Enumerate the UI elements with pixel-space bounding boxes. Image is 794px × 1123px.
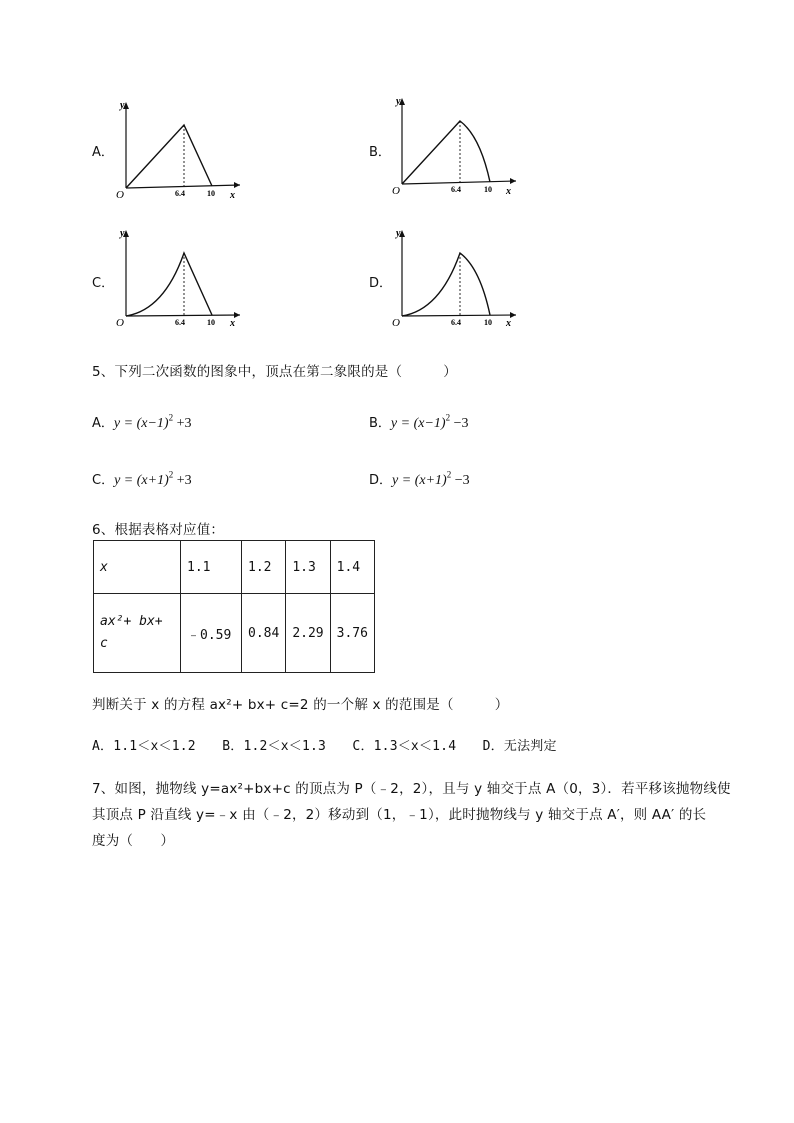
x-axis-label: x bbox=[230, 318, 235, 329]
q5-option-a-tail: +3 bbox=[173, 416, 192, 431]
q5-option-a-exp: 2 bbox=[168, 412, 174, 423]
x-arrow-icon bbox=[234, 182, 240, 188]
table-header-x: x bbox=[94, 541, 181, 594]
question-6-stem: 6、根据表格对应值： bbox=[92, 522, 225, 538]
q5-option-b-exp: 2 bbox=[445, 412, 451, 423]
tick-label-6-4: 6.4 bbox=[451, 318, 461, 327]
x-axis bbox=[126, 315, 240, 316]
q5-option-c-lhs: y = bbox=[114, 473, 137, 488]
x-axis bbox=[402, 315, 516, 316]
question-5-stem: 5、下列二次函数的图象中，顶点在第二象限的是（ ） bbox=[92, 364, 457, 380]
q5-option-a-label: A． bbox=[92, 416, 114, 431]
y-axis-label: y bbox=[396, 228, 401, 239]
q5-option-d bbox=[369, 469, 470, 489]
graph-curve bbox=[126, 253, 212, 316]
table-header-expression bbox=[94, 594, 181, 673]
q5-option-b-tail: −3 bbox=[450, 416, 469, 431]
graph-c bbox=[112, 226, 247, 330]
q5-option-a-lhs: y = bbox=[113, 416, 137, 431]
y-axis-label: y bbox=[120, 228, 125, 239]
graph-b bbox=[388, 94, 523, 198]
option-c-label: C． bbox=[92, 276, 115, 291]
tick-label-6-4: 6.4 bbox=[451, 185, 461, 194]
table-cell: 2.29 bbox=[286, 594, 330, 673]
q5-option-d-inner: (x+1) bbox=[414, 473, 447, 488]
values-table bbox=[93, 540, 375, 673]
table-cell: 1.1 bbox=[181, 541, 242, 594]
x-axis-label: x bbox=[230, 190, 235, 201]
q5-option-c-label: C． bbox=[92, 473, 115, 488]
origin-label: O bbox=[392, 185, 400, 197]
tick-label-10: 10 bbox=[207, 189, 215, 198]
expression-line-1: ax²+ bx+ bbox=[100, 614, 163, 629]
option-a-label: A． bbox=[92, 145, 114, 160]
tick-label-10: 10 bbox=[207, 318, 215, 327]
q5-option-c bbox=[92, 469, 192, 489]
q5-option-a bbox=[92, 412, 191, 432]
graph-curve bbox=[402, 121, 490, 184]
table-cell: 1.2 bbox=[242, 541, 286, 594]
y-axis-label: y bbox=[396, 96, 401, 107]
question-6-question: 判断关于 x 的方程 ax²+ bx+ c=2 的一个解 x 的范围是（ ） bbox=[92, 697, 509, 713]
table-cell: 1.3 bbox=[286, 541, 330, 594]
q5-option-d-lhs: y = bbox=[392, 473, 415, 488]
option-b-label: B． bbox=[369, 145, 391, 160]
q5-option-c-inner: (x+1) bbox=[136, 473, 169, 488]
table-cell: 3.76 bbox=[330, 594, 374, 673]
table-row bbox=[94, 594, 375, 673]
q5-option-a-inner: (x−1) bbox=[136, 416, 169, 431]
origin-label: O bbox=[116, 317, 124, 329]
tick-label-10: 10 bbox=[484, 318, 492, 327]
question-6-options: A．1.1＜x＜1.2 B．1.2＜x＜1.3 C．1.3＜x＜1.4 D．无法判定 bbox=[92, 739, 557, 754]
q5-option-c-exp: 2 bbox=[168, 469, 174, 480]
x-axis bbox=[402, 181, 516, 184]
tick-label-6-4: 6.4 bbox=[175, 318, 185, 327]
table-cell: 0.84 bbox=[242, 594, 286, 673]
q5-option-b-inner: (x−1) bbox=[413, 416, 446, 431]
q5-option-b-label: B． bbox=[369, 416, 391, 431]
tick-label-6-4: 6.4 bbox=[175, 189, 185, 198]
question-7-line-2: 其顶点 P 沿直线 y=﹣x 由（﹣2，2）移动到（1，﹣1），此时抛物线与 y 轴交于点 A′，则 AA′ 的长 bbox=[92, 807, 707, 823]
expression-line-2: c bbox=[100, 636, 108, 651]
q5-option-b-lhs: y = bbox=[390, 416, 414, 431]
table-cell: ﹣0.59 bbox=[181, 594, 242, 673]
q5-option-b bbox=[369, 412, 469, 432]
x-axis-label: x bbox=[506, 318, 511, 329]
origin-label: O bbox=[392, 317, 400, 329]
table-row bbox=[94, 541, 375, 594]
q5-option-d-exp: 2 bbox=[446, 469, 452, 480]
option-d-label: D． bbox=[369, 276, 393, 291]
graph-curve bbox=[126, 125, 212, 188]
graph-d bbox=[388, 226, 523, 330]
origin-label: O bbox=[116, 189, 124, 201]
tick-label-10: 10 bbox=[484, 185, 492, 194]
q5-option-d-label: D． bbox=[369, 473, 393, 488]
x-axis bbox=[126, 185, 240, 188]
graph-curve bbox=[402, 253, 490, 316]
x-arrow-icon bbox=[510, 178, 516, 184]
question-7-line-1: 7、如图，抛物线 y=ax²+bx+c 的顶点为 P（﹣2，2），且与 y 轴交于点 A（0，3）．若平移该抛物线使 bbox=[92, 781, 731, 797]
q5-option-d-tail: −3 bbox=[451, 473, 470, 488]
y-axis-label: y bbox=[120, 100, 125, 111]
graph-a bbox=[112, 98, 247, 202]
q5-option-c-tail: +3 bbox=[173, 473, 192, 488]
question-7-line-3: 度为（ ） bbox=[92, 833, 175, 849]
table-cell: 1.4 bbox=[330, 541, 374, 594]
x-axis-label: x bbox=[506, 186, 511, 197]
